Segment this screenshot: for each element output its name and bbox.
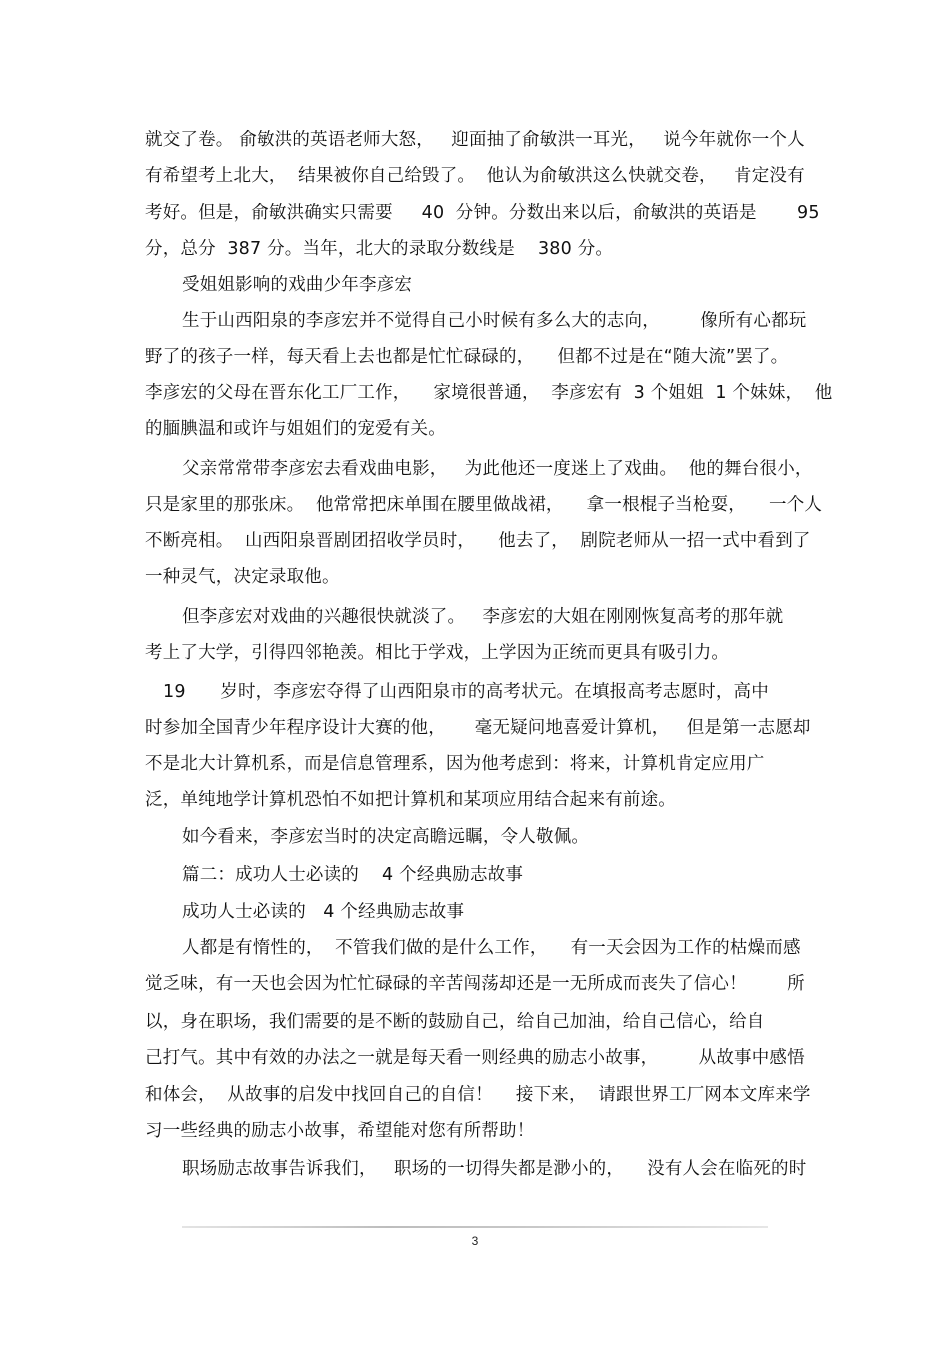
section-heading: 受姐姐影响的戏曲少年李彦宏 (182, 275, 413, 295)
text-line: 就交了卷。 俞敏洪的英语老师大怒， 迎面抽了俞敏洪一耳光， 说今年就你一个人 (145, 130, 805, 150)
section-subheading: 成功人士必读的 4 个经典励志故事 (182, 902, 465, 922)
text-line: 泛，单纯地学计算机恐怕不如把计算机和某项应用结合起来有前途。 (145, 790, 676, 810)
text-line: 觉乏味，有一天也会因为忙忙碌碌的辛苦闯荡却还是一无所成而丧失了信心！ 所 (145, 974, 805, 994)
text-line: 时参加全国青少年程序设计大赛的他， 毫无疑问地喜爱计算机， 但是第一志愿却 (145, 718, 811, 738)
text-line: 不断亮相。 山西阳泉晋剧团招收学员时， 他去了， 剧院老师从一招一式中看到了 (145, 531, 811, 551)
text-line: 父亲常常带李彦宏去看戏曲电影， 为此他还一度迷上了戏曲。 他的舞台很小， (182, 459, 813, 479)
text-line: 李彦宏的父母在晋东化工厂工作， 家境很普通， 李彦宏有 3 个姐姐 1 个妹妹， 他 (145, 383, 833, 403)
text-line: 人都是有惰性的， 不管我们做的是什么工作， 有一天会因为工作的枯燥而感 (182, 938, 801, 958)
text-line: 生于山西阳泉的李彦宏并不觉得自己小时候有多么大的志向， 像所有心都玩 (182, 311, 807, 331)
text-line: 考上了大学，引得四邻艳羡。相比于学戏，上学因为正统而更具有吸引力。 (145, 643, 730, 663)
text-line: 只是家里的那张床。 他常常把床单围在腰里做战裙， 拿一根棍子当枪耍， 一个人 (145, 495, 823, 515)
section-heading: 篇二：成功人士必读的 4 个经典励志故事 (182, 865, 524, 885)
text-line: 有希望考上北大， 结果被你自己给毁了。 他认为俞敏洪这么快就交卷， 肯定没有 (145, 166, 805, 186)
text-line: 分，总分 387 分。当年，北大的录取分数线是 380 分。 (145, 239, 614, 259)
text-line: 不是北大计算机系，而是信息管理系，因为他考虑到：将来，计算机肯定应用广 (145, 754, 765, 774)
text-line: 一种灵气，决定录取他。 (145, 567, 340, 587)
text-line: 己打气。其中有效的办法之一就是每天看一则经典的励志小故事， 从故事中感悟 (145, 1048, 805, 1068)
text-line: 野了的孩子一样，每天看上去也都是忙忙碌碌的， 但都不过是在“随大流”罢了。 (145, 347, 789, 367)
text-line: 考好。但是，俞敏洪确实只需要 40 分钟。分数出来以后，俞敏洪的英语是 95 (145, 203, 820, 223)
page-number: 3 (471, 1234, 479, 1248)
text-line: 和体会， 从故事的启发中找回自己的自信！ 接下来， 请跟世界工厂网本文库来学 (145, 1085, 811, 1105)
text-line: 职场励志故事告诉我们， 职场的一切得失都是渺小的， 没有人会在临死的时 (182, 1159, 807, 1179)
text-line: 以，身在职场，我们需要的是不断的鼓励自己，给自己加油，给自己信心，给自 (145, 1012, 765, 1032)
text-line: 但李彦宏对戏曲的兴趣很快就淡了。 李彦宏的大姐在刚刚恢复高考的那年就 (182, 607, 784, 627)
text-line: 如今看来，李彦宏当时的决定高瞻远瞩，令人敬佩。 (182, 827, 590, 847)
text-line: 19 岁时，李彦宏夺得了山西阳泉市的高考状元。在填报高考志愿时，高中 (163, 682, 769, 702)
footer-divider (182, 1226, 768, 1228)
text-line: 的腼腆温和或许与姐姐们的宠爱有关。 (145, 419, 446, 439)
text-line: 习一些经典的励志小故事，希望能对您有所帮助！ (145, 1121, 535, 1141)
